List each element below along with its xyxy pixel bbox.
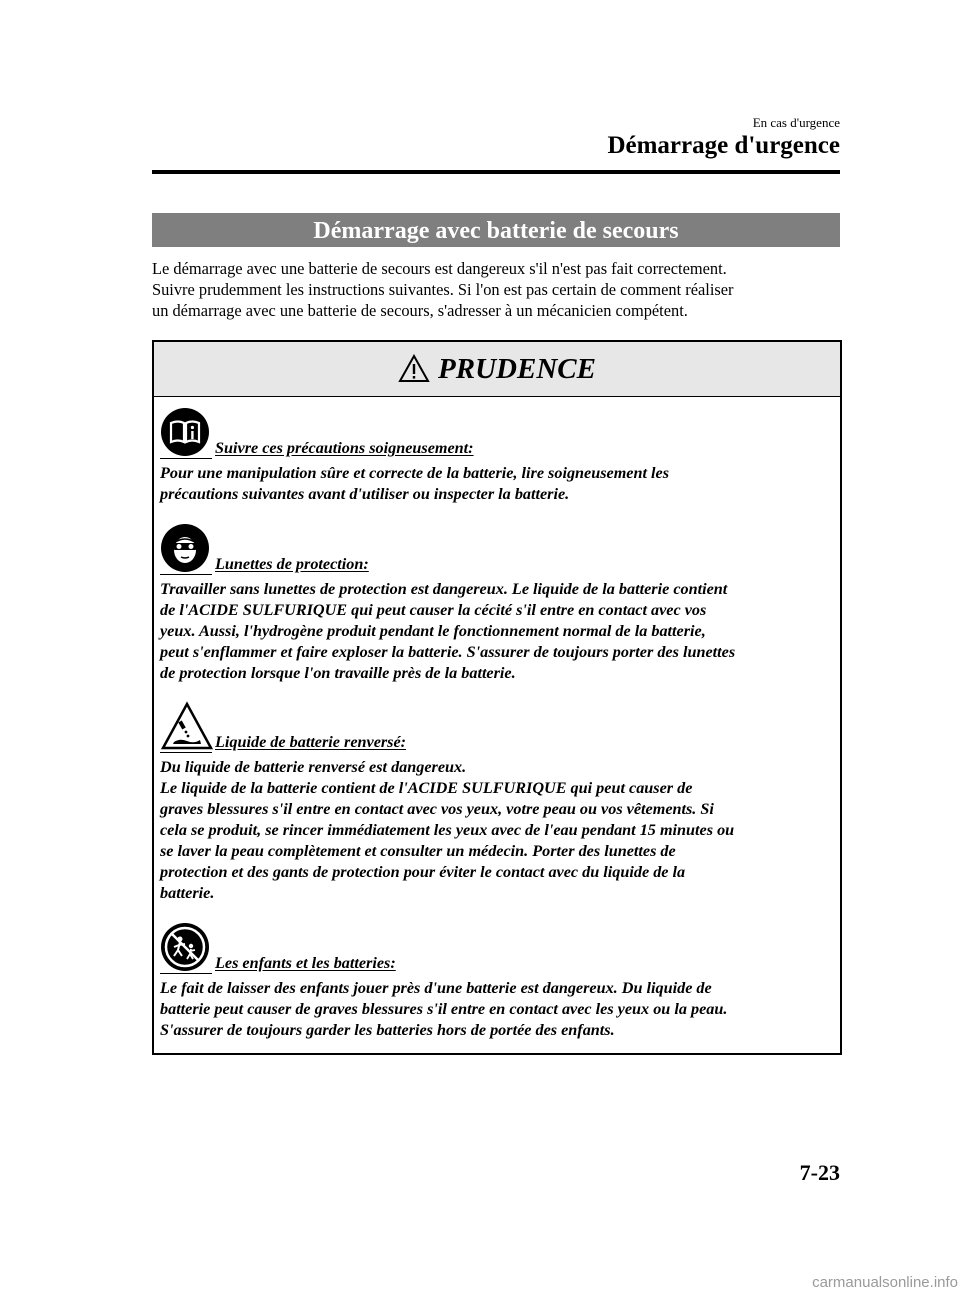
intro-line: Le démarrage avec une batterie de secours est dangereux s'il n'est pas fait correctement. [152,259,727,278]
header-divider [152,170,840,174]
item-subheading: Liquide de batterie renversé: [215,733,407,751]
safety-goggles-icon [160,523,210,573]
item-subheading: Les enfants et les batteries: [215,954,396,972]
intro-line: Suivre prudemment les instructions suivantes. Si l'on est pas certain de comment réaliser [152,280,734,299]
item-text: Le fait de laisser des enfants jouer près d'une batterie est dangereux. Du liquide de batterie peut causer de graves blessures s'il entre en contact avec les yeux ou la peau. S'assurer de toujours garder les batteries hors de portée des enfants. [160,979,728,1039]
caution-item [160,521,836,684]
caution-item [160,699,836,904]
caution-item [160,405,836,505]
item-subheading: Lunettes de protection: [215,555,369,573]
caution-title: PRUDENCE [438,352,596,385]
item-text: Travailler sans lunettes de protection est dangereux. Le liquide de la batterie contient de l'ACIDE SULFURIQUE qui peut causer la cécité s'il entre en contact avec vos yeux. Aussi, l'hydrogène produit pendant le fonctionnement normal de la batterie, peut s'enflammer et faire exploser la batterie. S'assurer de toujours porter des lunettes de protection lorsque l'on travaille près de la batterie. [160,580,736,682]
no-children-icon [160,922,210,972]
item-text: Du liquide de batterie renversé est dangereux. Le liquide de la batterie contient de l'ACIDE SULFURIQUE qui peut causer de graves blessures s'il entre en contact avec vos yeux, votre peau ou vos vêtements. Si cela se produit, se rincer immédiatement les yeux avec de l'eau pendant 15 minutes ou se laver la peau complètement et consulter un médecin. Porter des lunettes de protection et des gants de protection pour éviter le contact avec du liquide de la batterie. [160,758,735,902]
caution-header [154,342,840,397]
corrosive-liquid-icon [160,701,214,751]
page-heading: Démarrage avec batterie de secours [152,213,840,247]
section-title: Démarrage d'urgence [607,132,840,159]
section-category: En cas d'urgence [752,115,840,130]
item-subheading: Suivre ces précautions soigneusement: [215,439,474,457]
intro-paragraph [152,258,842,321]
item-text: Pour une manipulation sûre et correcte de la batterie, lire soigneusement les précautions suivantes avant d'utiliser ou inspecter la batterie. [160,464,670,503]
intro-line: un démarrage avec une batterie de secours, s'adresser à un mécanicien compétent. [152,301,688,320]
caution-box [152,340,842,1055]
manual-book-icon [160,407,210,457]
warning-triangle-icon [398,354,430,384]
page-number: 7-23 [799,1160,840,1185]
watermark: carmanualsonline.info [812,1274,958,1291]
caution-item [160,920,836,1041]
